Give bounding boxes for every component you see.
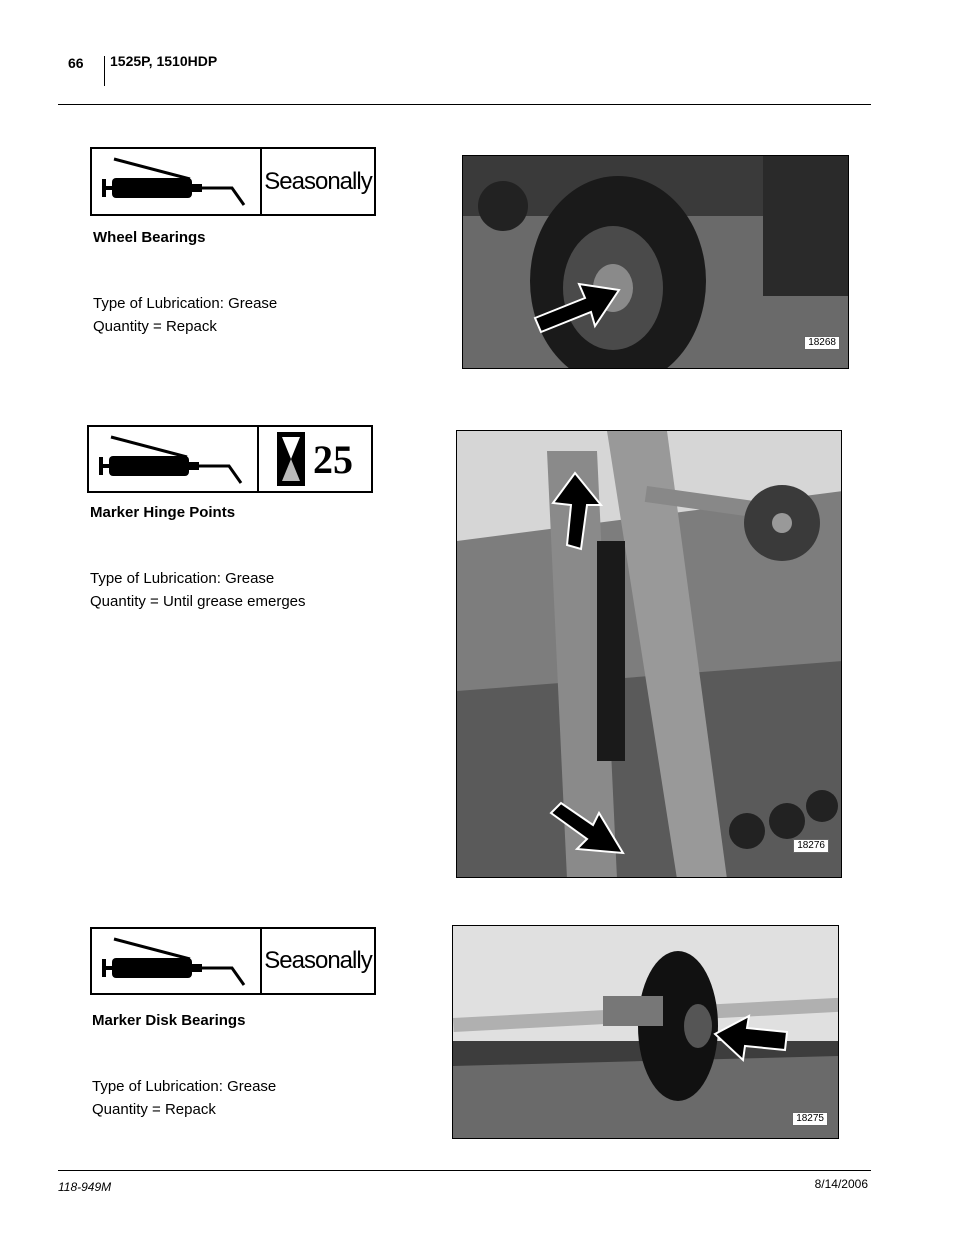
- lubrication-quantity: Quantity = Until grease emerges: [90, 593, 306, 610]
- arrow-icon: [547, 801, 627, 861]
- arrow-icon: [711, 1014, 791, 1064]
- lubrication-quantity: Quantity = Repack: [92, 1101, 216, 1118]
- lubrication-type: Type of Lubrication: Grease: [90, 570, 275, 587]
- model-title: 1525P, 1510HDP: [110, 53, 218, 69]
- frequency-hours: 25: [313, 436, 353, 482]
- header-divider: [104, 56, 105, 86]
- section-title: Wheel Bearings: [93, 229, 206, 246]
- lubrication-type: Type of Lubrication: Grease: [92, 1078, 277, 1095]
- page-number: 66: [68, 55, 84, 71]
- arrow-icon: [533, 276, 623, 336]
- figure-number: 18268: [804, 336, 840, 350]
- lube-interval-box: [87, 425, 373, 493]
- marker-hinge-photo: [456, 430, 842, 878]
- grease-gun-icon: [92, 149, 262, 214]
- footer-rule: [58, 1170, 871, 1171]
- lube-interval-box: [90, 927, 376, 995]
- figure-number: 18275: [792, 1112, 828, 1126]
- document-number: 118-949M: [58, 1180, 112, 1194]
- lubrication-quantity: Quantity = Repack: [93, 318, 217, 335]
- lube-interval-box: [90, 147, 376, 216]
- section-title: Marker Disk Bearings: [92, 1012, 246, 1029]
- section-title: Marker Hinge Points: [90, 504, 236, 521]
- document-date: 8/14/2006: [814, 1177, 868, 1191]
- hourglass-icon: [277, 432, 305, 486]
- wheel-bearing-photo: [462, 155, 849, 369]
- header-rule: [58, 104, 871, 105]
- lubrication-type: Type of Lubrication: Grease: [93, 295, 278, 312]
- frequency-label: Seasonally: [264, 167, 372, 195]
- arrow-icon: [545, 471, 605, 551]
- marker-disk-photo: [452, 925, 839, 1139]
- grease-gun-icon: [89, 427, 259, 491]
- frequency-label: Seasonally: [264, 947, 372, 974]
- figure-number: 18276: [793, 839, 829, 853]
- grease-gun-icon: [92, 929, 262, 993]
